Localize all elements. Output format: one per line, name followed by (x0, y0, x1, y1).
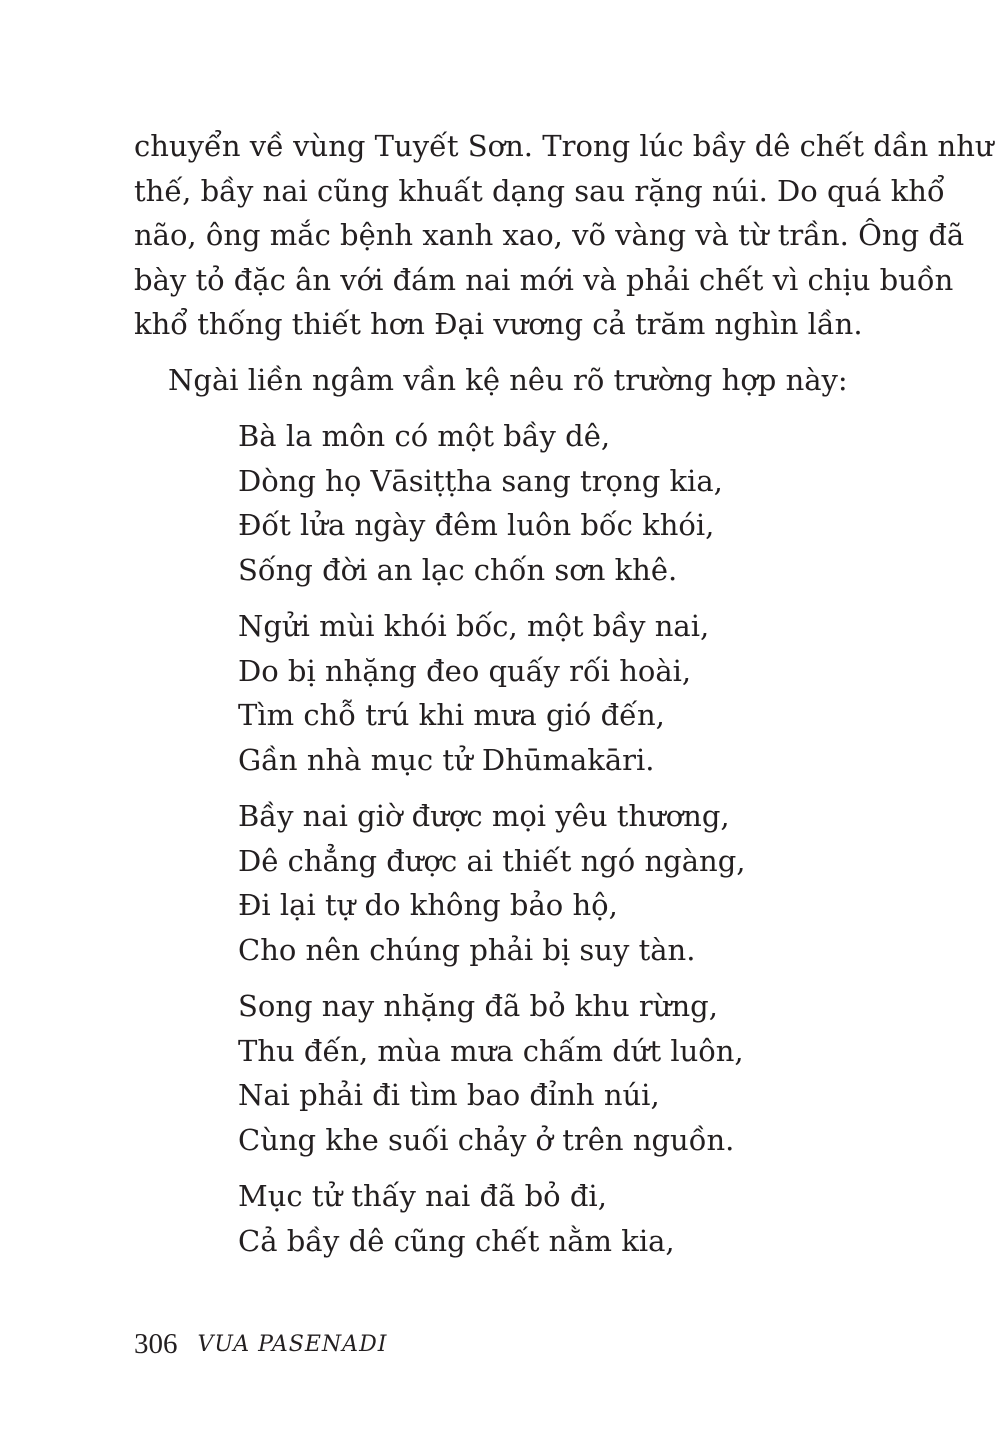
paragraph-line: thế, bầy nai cũng khuất dạng sau rặng núi. Do quá khổ (134, 173, 945, 208)
paragraph-line: khổ thống thiết hơn Đại vương cả trăm nghìn lần. (134, 307, 863, 341)
verse-line: Ngửi mùi khói bốc, một bầy nai, (238, 609, 710, 643)
stanza-1 (238, 414, 745, 592)
paragraph-line: bày tỏ đặc ân với đám nai mới và phải chết vì chịu buồn (134, 262, 954, 297)
verse-line: Nai phải đi tìm bao đỉnh núi, (238, 1078, 660, 1112)
stanza-5 (238, 1174, 745, 1263)
verse-line: Bà la môn có một bầy dê, (238, 419, 611, 453)
page-number: 306 (134, 1327, 178, 1360)
verse-line: Cho nên chúng phải bị suy tàn. (238, 932, 696, 967)
verse-line: Bầy nai giờ được mọi yêu thương, (238, 799, 730, 833)
page-footer (134, 1322, 387, 1366)
paragraph-line: chuyển về vùng Tuyết Sơn. Trong lúc bầy dê chết dần như (134, 129, 994, 163)
verse-line: Cả bầy dê cũng chết nằm kia, (238, 1223, 675, 1258)
stanza-4 (238, 984, 745, 1162)
verse-line: Mục tử thấy nai đã bỏ đi, (238, 1179, 607, 1213)
running-title: VUA PASENADI (197, 1331, 388, 1357)
verse-line: Gần nhà mục tử Dhūmakāri. (238, 742, 655, 777)
stanza-3 (238, 794, 745, 972)
verse-line: Đốt lửa ngày đêm luôn bốc khói, (238, 508, 715, 542)
verse-line: Sống đời an lạc chốn sơn khê. (238, 552, 678, 587)
stanza-2 (238, 604, 745, 782)
verse-intro: Ngài liền ngâm vần kệ nêu rõ trường hợp này: (168, 363, 848, 397)
body-paragraph (134, 124, 994, 347)
verse-line: Dê chẳng được ai thiết ngó ngàng, (238, 843, 746, 878)
verse-line: Song nay nhặng đã bỏ khu rừng, (238, 989, 718, 1023)
verse-line: Do bị nhặng đeo quấy rối hoài, (238, 653, 692, 688)
verse-line: Đi lại tự do không bảo hộ, (238, 888, 618, 922)
verse-block (238, 414, 745, 1275)
verse-line: Dòng họ Vāsiṭṭha sang trọng kia, (238, 463, 723, 498)
verse-line: Tìm chỗ trú khi mưa gió đến, (238, 698, 665, 732)
verse-line: Cùng khe suối chảy ở trên nguồn. (238, 1122, 735, 1157)
paragraph-line: não, ông mắc bệnh xanh xao, võ vàng và từ trần. Ông đã (134, 218, 965, 252)
verse-line: Thu đến, mùa mưa chấm dứt luôn, (238, 1033, 744, 1068)
